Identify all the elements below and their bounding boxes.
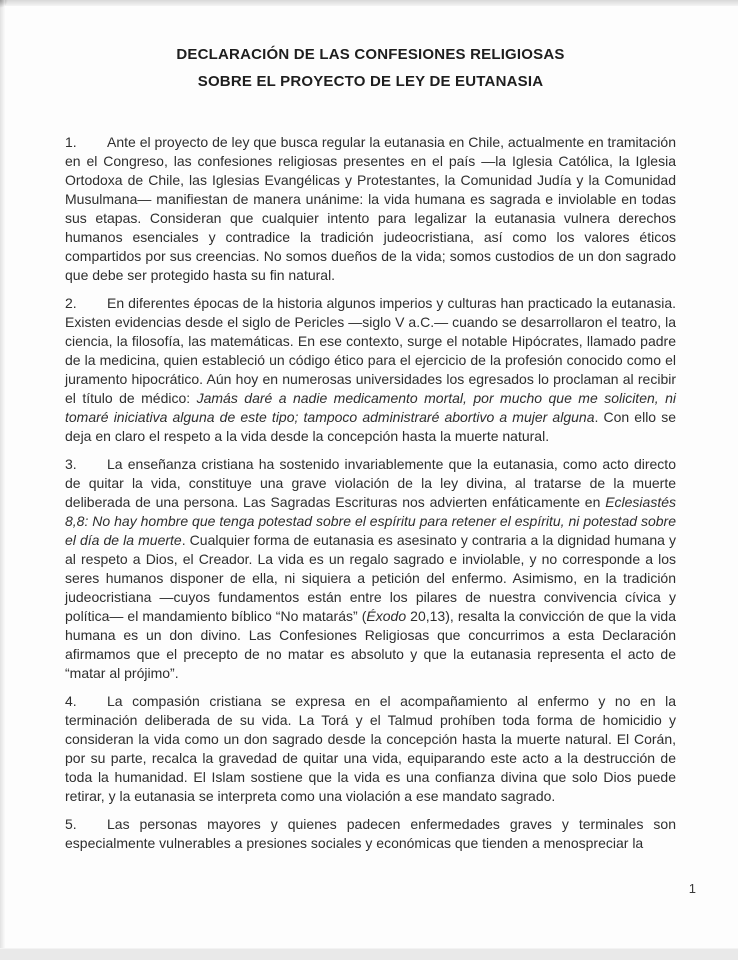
- paragraph-4: [65, 692, 676, 806]
- paragraph-3-scripture-italic: Eclesiastés 8,8: No hay hombre que tenga potestad sobre el espíritu para retener el espíritu, ni potestad sobre el día de la muerte: [65, 494, 676, 548]
- page-number: 1: [688, 881, 696, 896]
- paragraph-3-text-end: 20,13), resalta la convicción de que la vida humana es un don divino. Las Confesiones Religiosas que concurrimos a esta Declaración afirmamos que el precepto de no matar es absoluto y que la eutanasia representa el acto de “matar al prójimo”.: [65, 608, 677, 681]
- paragraph-2-quote-italic: Jamás daré a nadie medicamento mortal, por mucho que me soliciten, ni tomaré iniciativa alguna de este tipo; tampoco administraré abortivo a mujer alguna: [65, 390, 676, 425]
- paragraph-5: [65, 815, 676, 853]
- document-body: [65, 133, 676, 853]
- paragraph-4-number: 4.: [65, 693, 77, 709]
- paragraph-3-exodo-italic: Éxodo: [366, 608, 407, 624]
- scan-edge-bottom: [0, 948, 738, 960]
- paragraph-2: [65, 294, 676, 446]
- paragraph-2-text-end: . Con ello se deja en claro el respeto a la vida desde la concepción hasta la muerte natural.: [65, 409, 676, 444]
- paragraph-5-text: Las personas mayores y quienes padecen enfermedades graves y terminales son especialmente vulnerables a presiones sociales y económicas que tienden a menospreciar la: [65, 816, 676, 851]
- paragraph-4-text: La compasión cristiana se expresa en el acompañamiento al enfermo y no en la terminación deliberada de su vida. La Torá y el Talmud prohíben toda forma de homicidio y consideran la vida como un don sagrado desde la concepción hasta la muerte natural. El Corán, por su parte, recalca la gravedad de quitar una vida, equiparando este acto a la destrucción de toda la humanidad. El Islam sostiene que la vida es una confianza divina que solo Dios puede retirar, y la eutanasia se interpreta como una violación a ese mandato sagrado.: [65, 693, 676, 804]
- document-title-line-1: DECLARACIÓN DE LAS CONFESIONES RELIGIOSAS: [176, 46, 565, 63]
- paragraph-2-text: En diferentes épocas de la historia algunos imperios y culturas han practicado la eutanasia. Existen evidencias desde el siglo de Pericles —siglo V a.C.— cuando se desarrollaron el teatro, la ciencia, la filosofía, las matemáticas. En ese contexto, surge el notable Hipócrates, llamado padre de la medicina, quien estableció un código ético para el ejercicio de la profesión conocido como el juramento hipocrático. Aún hoy en numerosas universidades los egresados lo proclaman al recibir el título de médico:: [65, 295, 676, 406]
- document-title: [65, 41, 676, 95]
- scan-corner-mark: [0, 0, 8, 8]
- paragraph-3-text: La enseñanza cristiana ha sostenido invariablemente que la eutanasia, como acto directo de quitar la vida, constituye una grave violación de la ley divina, al tratarse de la muerte deliberada de una persona. Las Sagradas Escrituras nos advierten enfáticamente en: [65, 456, 676, 510]
- paragraph-1: [65, 133, 676, 285]
- paragraph-3-text-mid: . Cualquier forma de eutanasia es asesinato y contraria a la dignidad humana y al respeto a Dios, el Creador. La vida es un regalo sagrado e inviolable, y no corresponde a los seres humanos disponer de ella, ni siquiera a petición del enfermo. Asimismo, en la tradición judeocristiana —cuyos fundamentos están entre los pilares de nuestra convivencia cívica y política— el mandamiento bíblico “No matarás” (: [65, 532, 676, 624]
- scan-edge-left: [0, 0, 5, 960]
- paragraph-5-number: 5.: [65, 816, 77, 832]
- paragraph-2-number: 2.: [65, 295, 77, 311]
- paragraph-1-text: Ante el proyecto de ley que busca regular la eutanasia en Chile, actualmente en tramitación en el Congreso, las confesiones religiosas presentes en el país —la Iglesia Católica, la Iglesia Ortodoxa de Chile, las Iglesias Evangélicas y Protestantes, la Comunidad Judía y la Comunidad Musulmana— manifiestan de manera unánime: la vida humana es sagrada e inviolable en todas sus etapas. Consideran que cualquier intento para legalizar la eutanasia vulnera derechos humanos esenciales y contradice la tradición judeocristiana, así como los valores éticos compartidos por sus creencias. No somos dueños de la vida; somos custodios de un don sagrado que debe ser protegido hasta su fin natural.: [65, 134, 676, 283]
- paragraph-3-number: 3.: [65, 456, 77, 472]
- document-title-line-2: SOBRE EL PROYECTO DE LEY DE EUTANASIA: [197, 73, 544, 90]
- document-page: [65, 0, 676, 862]
- paragraph-1-number: 1.: [65, 134, 77, 150]
- paragraph-3: [65, 455, 676, 683]
